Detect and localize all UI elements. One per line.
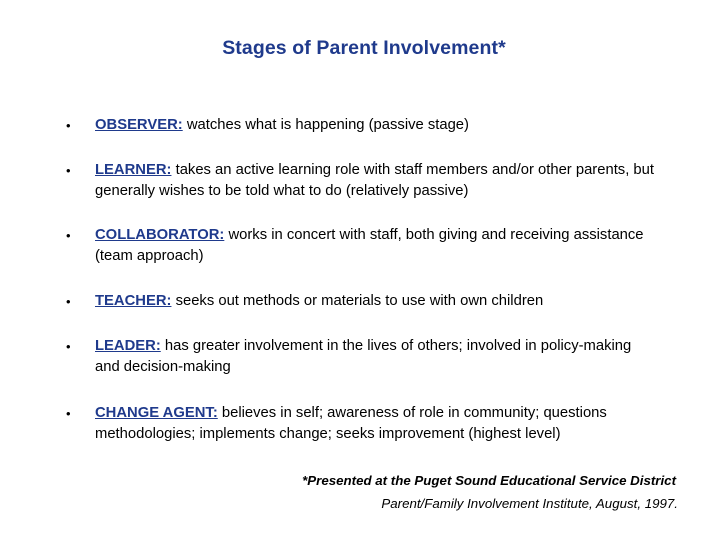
stage-description: takes an active learning role with staff members and/or other parents, but generally wishes to be told what to do (relatively passive) xyxy=(95,162,654,199)
stage-term: LEADER: xyxy=(95,338,161,354)
bullet-icon: • xyxy=(66,228,71,243)
stage-term: CHANGE AGENT: xyxy=(95,405,218,421)
stage-description: has greater involvement in the lives of others; involved in policy-making and decision-making xyxy=(95,338,632,375)
bullet-icon: • xyxy=(66,406,71,421)
bullet-icon: • xyxy=(66,339,71,354)
stage-term: OBSERVER: xyxy=(95,117,183,133)
stage-description: works in concert with staff, both giving and receiving assistance (team approach) xyxy=(95,227,644,264)
stage-description: seeks out methods or materials to use with own children xyxy=(175,293,544,309)
bullet-icon: • xyxy=(66,163,71,178)
stage-description: believes in self; awareness of role in community; questions methodologies; implements change; seeks improvement (highest level) xyxy=(95,405,607,442)
bullet-icon: • xyxy=(66,294,71,309)
slide-title: Stages of Parent Involvement* xyxy=(222,37,506,59)
footnote-line-2: Parent/Family Involvement Institute, August, 1997. xyxy=(381,496,678,511)
footnote-line-1: *Presented at the Puget Sound Educational Service District xyxy=(302,473,676,488)
stage-description: watches what is happening (passive stage) xyxy=(186,117,469,133)
stage-term: TEACHER: xyxy=(95,293,172,309)
bullet-icon: • xyxy=(66,118,71,133)
stage-term: COLLABORATOR: xyxy=(95,227,225,243)
stage-term: LEARNER: xyxy=(95,162,172,178)
